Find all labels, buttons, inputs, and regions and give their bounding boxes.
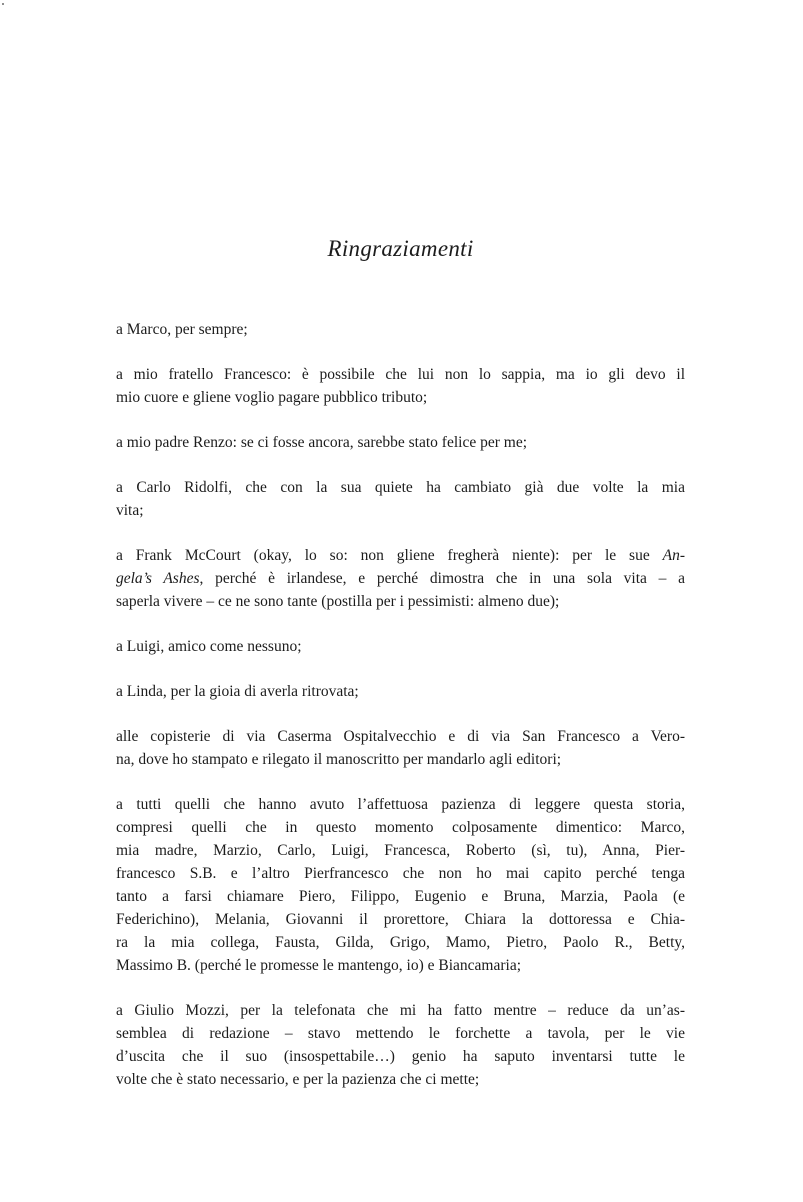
text-line <box>116 1068 685 1091</box>
body-text: mia madre, Marzio, Carlo, Luigi, Francesca, Roberto (sì, tu), Anna, Pier- <box>116 842 685 859</box>
paragraph <box>116 793 685 977</box>
body-text: vita; <box>116 502 144 519</box>
body-text: tanto a farsi chiamare Piero, Filippo, Eugenio e Bruna, Marzia, Paola (e <box>116 888 685 905</box>
body-text: francesco S.B. e l’altro Pierfrancesco che non ho mai capito perché tenga <box>116 865 685 882</box>
text-line <box>116 885 685 908</box>
body-text: , perché è irlandese, e perché dimostra che in una sola vita – a <box>199 570 685 587</box>
text-line <box>116 431 685 454</box>
paragraph <box>116 476 685 522</box>
text-line <box>116 680 685 703</box>
text-line <box>116 318 685 341</box>
body-text: alle copisterie di via Caserma Ospitalvecchio e di via San Francesco a Vero- <box>116 728 685 745</box>
body-text: na, dove ho stampato e rilegato il manoscritto per mandarlo agli editori; <box>116 751 562 768</box>
body-text: saperla vivere – ce ne sono tante (postilla per i pessimisti: almeno due); <box>116 593 560 610</box>
text-line <box>116 590 685 613</box>
text-line <box>116 1022 685 1045</box>
paragraph-container <box>116 318 685 1091</box>
body-text: Massimo B. (perché le promesse le mantengo, io) e Biancamaria; <box>116 957 522 974</box>
paragraph <box>116 999 685 1091</box>
text-line <box>116 793 685 816</box>
body-text: compresi quelli che in questo momento colposamente dimentico: Marco, <box>116 819 685 836</box>
text-line <box>116 725 685 748</box>
text-line <box>116 908 685 931</box>
body-text: a Giulio Mozzi, per la telefonata che mi ha fatto mentre – reduce da un’as- <box>116 1002 685 1019</box>
paragraph <box>116 725 685 771</box>
body-text: ra la mia collega, Fausta, Gilda, Grigo, Mamo, Pietro, Paolo R., Betty, <box>116 934 685 951</box>
body-text: a Frank McCourt (okay, lo so: non gliene fregherà niente): per le sue <box>116 547 663 564</box>
body-text: Federichino), Melania, Giovanni il prorettore, Chiara la dottoressa e Chia- <box>116 911 685 928</box>
text-line <box>116 954 685 977</box>
paragraph <box>116 680 685 703</box>
text-line <box>116 999 685 1022</box>
body-text: semblea di redazione – stavo mettendo le forchette a tavola, per le vie <box>116 1025 685 1042</box>
text-line <box>116 635 685 658</box>
text-line <box>116 499 685 522</box>
text-line <box>116 386 685 409</box>
body-text: a Luigi, amico come nessuno; <box>116 638 302 655</box>
scan-speck <box>2 3 4 5</box>
body-text: a tutti quelli che hanno avuto l’affettuosa pazienza di leggere questa storia, <box>116 796 685 813</box>
italic-book-title-text: gela’s Ashes <box>116 570 200 587</box>
body-text: a Linda, per la gioia di averla ritrovata; <box>116 683 359 700</box>
text-line <box>116 816 685 839</box>
paragraph <box>116 544 685 613</box>
paragraph <box>116 431 685 454</box>
paragraph <box>116 635 685 658</box>
paragraph <box>116 318 685 341</box>
chapter-title: Ringraziamenti <box>327 236 474 261</box>
body-text: a Marco, per sempre; <box>116 321 248 338</box>
paragraph <box>116 363 685 409</box>
text-line <box>116 931 685 954</box>
body-text: d’uscita che il suo (insospettabile…) genio ha saputo inventarsi tutte le <box>116 1048 685 1065</box>
body-text: a Carlo Ridolfi, che con la sua quiete ha cambiato già due volte la mia <box>116 479 685 496</box>
body-text: a mio padre Renzo: se ci fosse ancora, sarebbe stato felice per me; <box>116 434 527 451</box>
acknowledgments-text <box>116 0 685 1113</box>
body-text: a mio fratello Francesco: è possibile che lui non lo sappia, ma io gli devo il <box>116 366 685 383</box>
italic-book-title-text: An- <box>662 547 685 564</box>
text-line <box>116 476 685 499</box>
text-line <box>116 748 685 771</box>
text-line <box>116 862 685 885</box>
text-line <box>116 839 685 862</box>
text-line <box>116 363 685 386</box>
text-line <box>116 567 685 590</box>
text-line <box>116 1045 685 1068</box>
text-line <box>116 544 685 567</box>
body-text: mio cuore e gliene voglio pagare pubblico tributo; <box>116 389 428 406</box>
body-text: volte che è stato necessario, e per la pazienza che ci mette; <box>116 1071 480 1088</box>
